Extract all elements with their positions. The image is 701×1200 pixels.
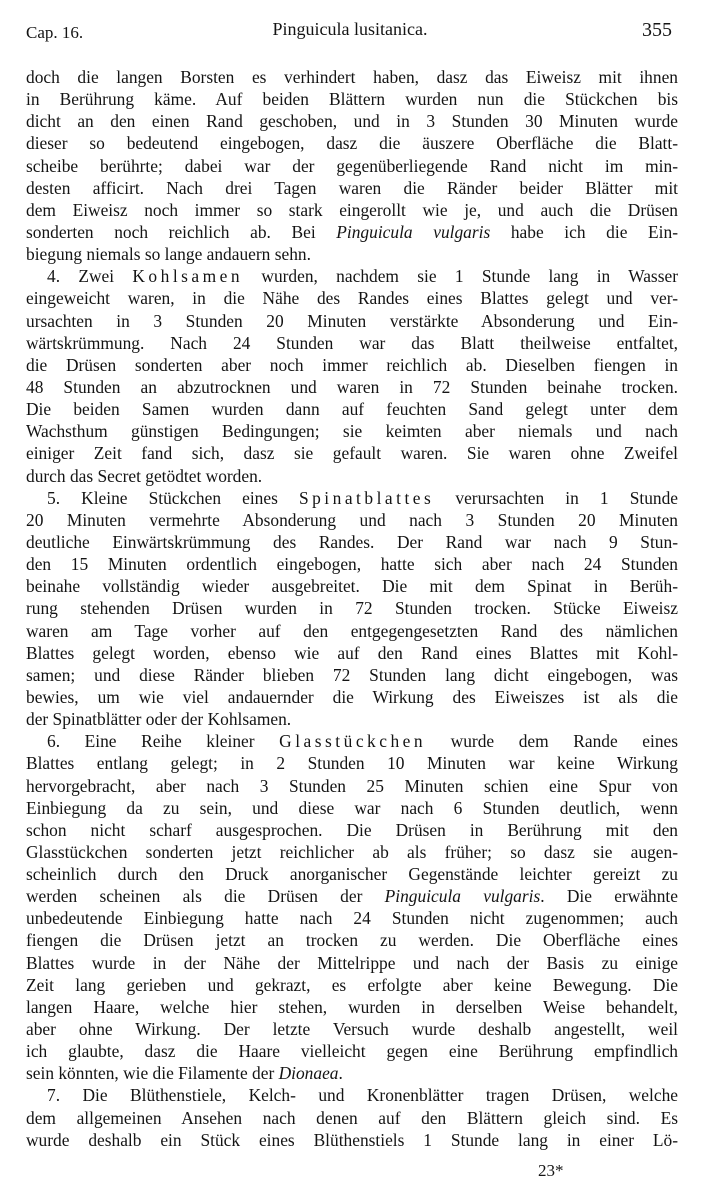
spaced-term: Kohlsamen bbox=[132, 266, 244, 287]
text-line: langen Haare, welche hier stehen, wurden in derselben Weise behandelt, bbox=[26, 996, 678, 1017]
text-line: Blattes entlang gelegt; in 2 Stunden 10 Minuten war keine Wirkung bbox=[26, 753, 678, 774]
text-line: scheibe berührte; dabei war der gegenüberliegende Rand nicht im min- bbox=[26, 155, 678, 176]
page-number: 355 bbox=[642, 19, 672, 41]
text-line: in Berührung käme. Auf beiden Blättern wurden nun die Stückchen bis bbox=[26, 89, 678, 110]
text-line: Blattes gelegt worden, ebenso wie auf den Rand eines Blattes mit Kohl- bbox=[26, 642, 678, 663]
text-line: Zeit lang gerieben und gekrazt, es erfolgte aber keine Bewegung. Die bbox=[26, 974, 678, 995]
text-line: Einbiegung da zu sein, und diese war nach 6 Stunden deutlich, wenn bbox=[26, 797, 678, 818]
signature-mark: 23* bbox=[538, 1161, 564, 1180]
spaced-term: Spinatblattes bbox=[298, 487, 435, 508]
species-name: Pinguicula vulgaris bbox=[384, 886, 541, 907]
chapter-label: Cap. 16. bbox=[26, 23, 84, 42]
text-line: waren am Tage vorher auf den entgegengesetzten Rand des nämlichen bbox=[26, 620, 678, 641]
text-line: durch das Secret getödtet worden. bbox=[26, 465, 263, 486]
text-line: dicht an den einen Rand geschoben, und in 3 Stunden 30 Minuten wurde bbox=[26, 111, 678, 132]
text-line: 4. Zwei Kohlsamen wurden, nachdem sie 1 Stunde lang in Wasser bbox=[47, 266, 678, 287]
text-line: scheinlich durch den Druck anorganischer Gegenstände leichter gereizt zu bbox=[26, 864, 678, 885]
text-line: hervorgebracht, aber nach 3 Stunden 25 Minuten schien eine Spur von bbox=[26, 775, 678, 796]
text-line: ich glaubte, dasz die Haare vielleicht gegen eine Berührung empfindlich bbox=[26, 1041, 678, 1062]
text-line: einiger Zeit fand sich, dasz sie gefault waren. Sie waren ohne Zweifel bbox=[26, 443, 678, 464]
text-line: 7. Die Blüthenstiele, Kelch- und Kronenblätter tragen Drüsen, welche bbox=[47, 1085, 678, 1106]
text-line: dem Eiweisz noch immer so stark eingerollt wie je, und auch die Drüsen bbox=[26, 199, 678, 220]
text-line: sonderten noch reichlich ab. Bei Pinguicula vulgaris habe ich die Ein- bbox=[26, 221, 678, 242]
text-line: bewies, um wie viel andauernder die Wirkung des Eiweiszes ist als die bbox=[26, 686, 678, 707]
text-line: wurde deshalb ein Stück eines Blüthenstiels 1 Stunde lang in einer Lö- bbox=[26, 1129, 678, 1150]
text-line: deutliche Einwärtskrümmung des Randes. Der Rand war nach 9 Stun- bbox=[26, 531, 678, 552]
text-line: 6. Eine Reihe kleiner Glasstückchen wurde dem Rande eines bbox=[47, 731, 678, 752]
text-line: beinahe vollständig wieder ausgebreitet. Die mit dem Spinat in Berüh- bbox=[26, 576, 678, 597]
text-line: die Drüsen sonderten aber noch immer reichlich ab. Dieselben fiengen in bbox=[26, 354, 678, 375]
text-line: dem allgemeinen Ansehen nach denen auf den Blättern gleich sind. Es bbox=[26, 1107, 678, 1128]
running-header bbox=[26, 19, 674, 47]
text-line: rung stehenden Drüsen wurden in 72 Stunden trocken. Stücke Eiweisz bbox=[26, 598, 678, 619]
text-line: 5. Kleine Stückchen eines Spinatblattes verursachten in 1 Stunde bbox=[47, 487, 679, 508]
text-line: sein könnten, wie die Filamente der Dionaea. bbox=[26, 1063, 343, 1084]
text-line: fiengen die Drüsen jetzt an trocken zu werden. Die Oberfläche eines bbox=[26, 930, 678, 951]
text-line: desten afficirt. Nach drei Tagen waren die Ränder beider Blätter mit bbox=[26, 177, 678, 198]
text-line: Blattes wurde in der Nähe der Mittelrippe und nach der Basis zu einige bbox=[26, 952, 678, 973]
text-line: Glasstückchen sonderten jetzt reichlicher ab als früher; so dasz sie augen- bbox=[26, 841, 678, 862]
text-line: dieser so bedeutend eingebogen, dasz die äuszere Oberfläche die Blatt- bbox=[26, 133, 678, 154]
text-line: schon nicht scharf ausgesprochen. Die Drüsen in Berührung mit den bbox=[26, 819, 678, 840]
text-line: 48 Stunden an abzutrocknen und waren in 72 Stunden beinahe trocken. bbox=[26, 376, 678, 397]
text-line: 20 Minuten vermehrte Absonderung und nach 3 Stunden 20 Minuten bbox=[26, 509, 678, 530]
text-line: Wachsthum günstigen Bedingungen; sie keimten aber niemals und nach bbox=[26, 421, 678, 442]
text-line: Die beiden Samen wurden dann auf feuchten Sand gelegt unter dem bbox=[26, 399, 678, 420]
text-line: ursachten in 3 Stunden 20 Minuten verstärkte Absonderung und Ein- bbox=[26, 310, 678, 331]
text-line: unbedeutende Einbiegung hatte nach 24 Stunden nicht zugenommen; auch bbox=[26, 908, 678, 929]
body-text bbox=[26, 66, 678, 1151]
text-line: doch die langen Borsten es verhindert haben, dasz das Eiweisz mit ihnen bbox=[26, 67, 678, 87]
text-line: der Spinatblätter oder der Kohlsamen. bbox=[26, 709, 292, 730]
text-line: wärtskrümmung. Nach 24 Stunden war das Blatt theilweise entfaltet, bbox=[26, 332, 678, 353]
running-title: Pinguicula lusitanica. bbox=[272, 19, 428, 39]
text-line: eingeweicht waren, in die Nähe des Randes eines Blattes gelegt und ver- bbox=[26, 288, 678, 309]
text-line: biegung niemals so lange andauern sehn. bbox=[26, 244, 311, 265]
spaced-term: Glasstückchen bbox=[279, 731, 427, 752]
text-line: samen; und diese Ränder blieben 72 Stunden lang dicht eingebogen, was bbox=[26, 664, 678, 685]
genus-name: Dionaea bbox=[278, 1063, 339, 1084]
text-line: werden scheinen als die Drüsen der Pinguicula vulgaris. Die erwähnte bbox=[26, 886, 678, 907]
text-line: den 15 Minuten ordentlich eingebogen, hatte sich aber nach 24 Stunden bbox=[26, 554, 678, 575]
text-line: aber ohne Wirkung. Der letzte Versuch wurde deshalb angestellt, weil bbox=[26, 1019, 678, 1040]
species-name: Pinguicula vulgaris bbox=[336, 221, 491, 242]
